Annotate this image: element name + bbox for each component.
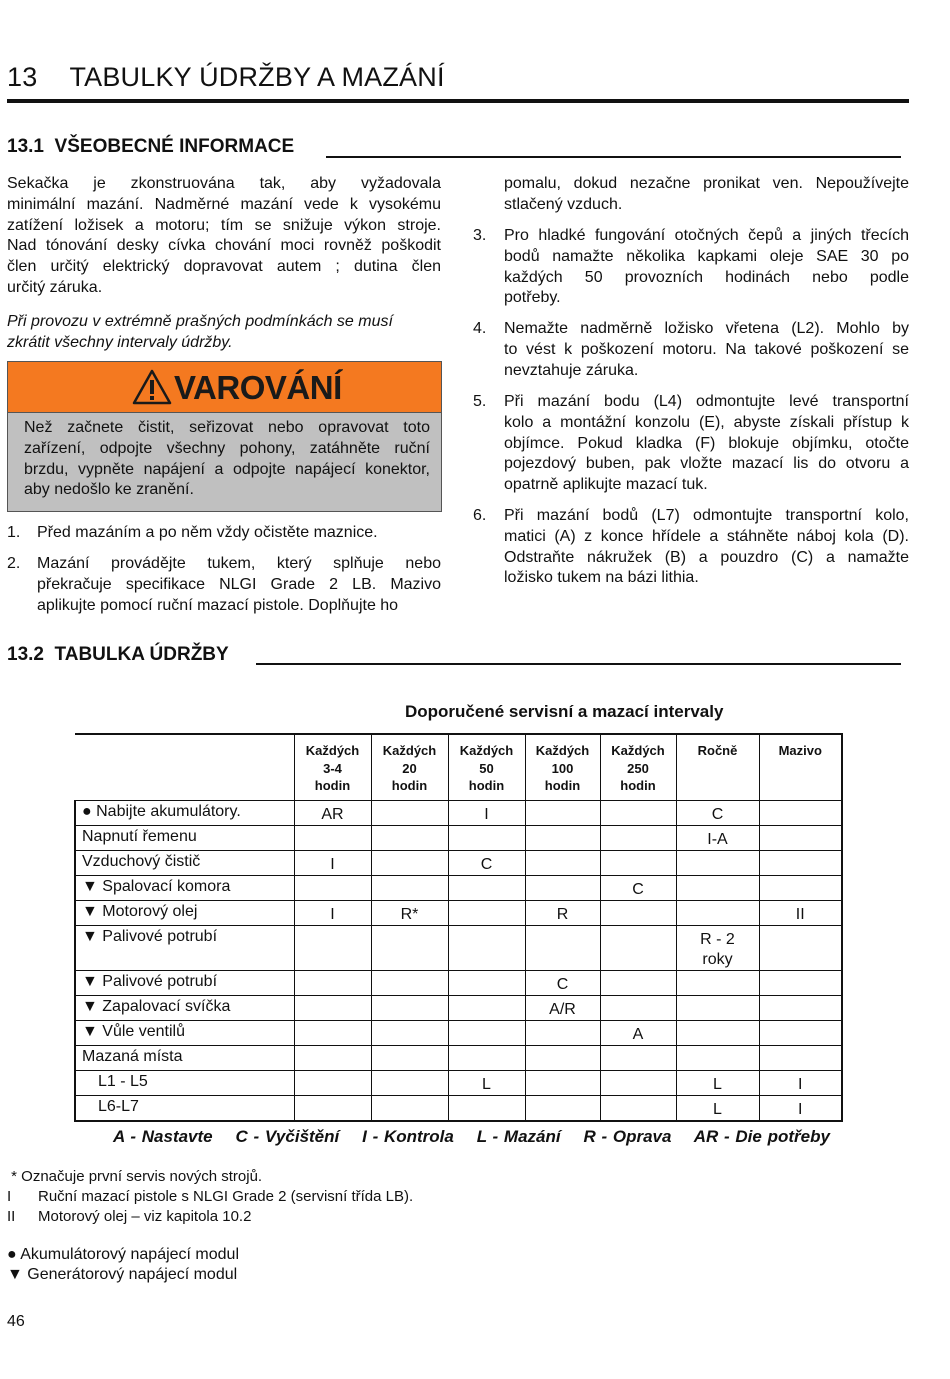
- cell-value: R*: [400, 906, 419, 923]
- table-cell: [371, 876, 448, 901]
- warning-line: zařízení, odpojte všechny pohony, zatáhněte ruční: [24, 439, 430, 457]
- step-line: bodů namažte několika kapkami oleje SAE 30 po: [504, 247, 909, 265]
- table-cell: [676, 801, 759, 826]
- table-cell: [294, 1071, 371, 1096]
- cell-value: I-A: [707, 831, 728, 848]
- table-cell: [759, 996, 842, 1021]
- column-header-line: 50: [479, 760, 494, 776]
- step-text: [504, 174, 909, 216]
- table-cell: [676, 971, 759, 996]
- table-cell: [600, 971, 676, 996]
- intro-line: minimální mazání. Nadměrné mazání vede k vysokému: [7, 195, 441, 213]
- cell-value: I: [484, 806, 489, 823]
- cell-value: L: [482, 1076, 491, 1093]
- table-cell: [371, 1021, 448, 1046]
- column-header: [525, 734, 600, 801]
- cell-value: L: [713, 1076, 722, 1093]
- row-label: ▼ Palivové potrubí: [75, 926, 294, 971]
- table-cell: [448, 1046, 525, 1071]
- step-text: [504, 226, 909, 309]
- table-cell: [600, 876, 676, 901]
- step-number: 6.: [473, 507, 487, 524]
- table-cell: [759, 1046, 842, 1071]
- table-cell: [525, 826, 600, 851]
- dust-note-line: Při provozu v extrémně prašných podmínkách se musí: [7, 313, 393, 330]
- cell-value: C: [711, 806, 724, 823]
- table-cell: [371, 851, 448, 876]
- table-cell: [759, 826, 842, 851]
- column-header: [600, 734, 676, 801]
- cell-value: A/R: [549, 1001, 576, 1018]
- step-line: Před mazáním a po něm vždy očistěte maznice.: [37, 524, 378, 541]
- warning-line: Než začnete čistit, seřizovat nebo opravovat toto: [24, 419, 430, 436]
- step-line: nevztahuje záruka.: [504, 361, 639, 379]
- cell-value: roky: [702, 951, 733, 968]
- table-cell: [525, 1021, 600, 1046]
- row-label: L6-L7: [75, 1096, 294, 1122]
- footnote-mark: II: [7, 1208, 16, 1225]
- step-text: [504, 319, 909, 381]
- table-cell: [676, 1021, 759, 1046]
- step-line: Pro hladké fungování otočných čepů a jiných třecích: [504, 227, 909, 244]
- table-cell: [294, 1096, 371, 1122]
- table-cell: [371, 801, 448, 826]
- column-header-line: hodin: [544, 778, 581, 793]
- table-cell: [448, 971, 525, 996]
- table-cell: [600, 801, 676, 826]
- table-cell: [676, 1046, 759, 1071]
- table-cell: [759, 971, 842, 996]
- table-cell: [600, 996, 676, 1021]
- step-line: Při mazání bodů (L7) odmontujte transportní kolo,: [504, 507, 909, 524]
- cell-value: R: [556, 906, 569, 923]
- column-header: [294, 734, 371, 801]
- table-cell: [525, 1046, 600, 1071]
- intro-line: Nad tónování desky cívka chování moci rovněž poškodit: [7, 237, 441, 255]
- cell-value: I: [330, 906, 335, 923]
- chapter-title-text: TABULKY ÚDRŽBY A MAZÁNÍ: [69, 62, 445, 92]
- table-cell: [448, 926, 525, 971]
- table-cell: [676, 926, 759, 971]
- section-title-13-2: [7, 644, 229, 666]
- row-label: ▼ Zapalovací svíčka: [75, 996, 294, 1021]
- table-cell: [294, 851, 371, 876]
- chapter-rule: [7, 99, 909, 103]
- column-header-line: Každých: [382, 743, 437, 758]
- row-label: Napnutí řemenu: [75, 826, 294, 851]
- section-number: 13.1: [7, 136, 44, 157]
- table-cell: [676, 826, 759, 851]
- cell-value: AR: [321, 806, 344, 823]
- table-cell: [759, 801, 842, 826]
- table-header-row: [75, 734, 842, 801]
- table-cell: [448, 851, 525, 876]
- table-row: [75, 901, 842, 926]
- column-header-line: Každých: [305, 743, 360, 758]
- table-cell: [600, 901, 676, 926]
- footnote-text: Motorový olej – viz kapitola 10.2: [38, 1208, 252, 1225]
- step-number: 4.: [473, 320, 487, 337]
- step-line: Odstraňte nákružek (B) a pouzdro (C) a namažte: [504, 548, 909, 566]
- step-line: objímce. Pokud kladka (F) blokuje objímku, otočte: [504, 434, 909, 452]
- warning-box: [7, 361, 442, 512]
- step-number: 2.: [7, 555, 21, 572]
- column-header: [759, 734, 842, 801]
- step-line: matici (A) z konce hřídele a stáhněte náboj kola (D).: [504, 527, 909, 545]
- table-cell: [600, 926, 676, 971]
- column-header-line: 250: [627, 760, 649, 776]
- column-header-line: 20: [402, 760, 417, 776]
- table-cell: [448, 1096, 525, 1122]
- table-cell: [294, 1021, 371, 1046]
- warning-line: aby nedošlo ke zranění.: [24, 481, 194, 499]
- cell-value: II: [795, 906, 805, 923]
- step-line: překračuje specifikace NLGI Grade 2 LB. Mazivo: [37, 575, 441, 593]
- row-label: ▼ Motorový olej: [75, 901, 294, 926]
- column-header-line: Ročně: [697, 743, 738, 758]
- table-cell: [448, 1071, 525, 1096]
- section-title-text: VŠEOBECNÉ INFORMACE: [54, 136, 295, 157]
- table-row: [75, 1096, 842, 1122]
- table-legend: A - Nastavte C - Vyčištění I - Kontrola L - Mazání R - Oprava AR - Die potřeby: [113, 1127, 830, 1146]
- table-cell: [676, 901, 759, 926]
- cell-value: C: [632, 881, 644, 898]
- column-header-line: hodin: [620, 778, 656, 793]
- step-text: [504, 392, 909, 496]
- dust-note-line: zkrátit všechny intervaly údržby.: [7, 333, 233, 351]
- warning-text: [24, 418, 430, 501]
- table-row: [75, 801, 842, 826]
- table-cell: [294, 996, 371, 1021]
- cell-value: I: [798, 1101, 803, 1118]
- column-header-line: hodin: [314, 778, 351, 793]
- column-header-line: Mazivo: [778, 743, 822, 758]
- section-number: 13.2: [7, 644, 44, 665]
- table-cell: [676, 1096, 759, 1122]
- table-cell: [759, 1021, 842, 1046]
- step-line: ložisko tukem na bázi lithia.: [504, 569, 699, 587]
- cell-value: C: [556, 976, 569, 993]
- step-line: každých 50 provozních hodinách nebo podle: [504, 268, 909, 286]
- section-underline: [326, 156, 901, 158]
- table-cell: [294, 971, 371, 996]
- intro-paragraph: [7, 174, 441, 299]
- table-cell: [525, 876, 600, 901]
- warning-header: [8, 362, 441, 413]
- warning-line: brzdu, vypněte napájení a odpojte napájecí konektor,: [24, 460, 430, 478]
- table-cell: [676, 851, 759, 876]
- symbol-legend-item: ● Akumulátorový napájecí modul: [7, 1246, 240, 1263]
- table-row: [75, 1071, 842, 1096]
- step-line: pomalu, dokud nezačne pronikat ven. Nepoužívejte: [504, 175, 909, 192]
- warning-title: VAROVÁNÍ: [174, 369, 342, 406]
- step-number: 1.: [7, 524, 21, 541]
- footnote-mark: I: [7, 1188, 12, 1205]
- table-cell: [525, 901, 600, 926]
- table-cell: [525, 996, 600, 1021]
- row-label: ▼ Vůle ventilů: [75, 1021, 294, 1046]
- table-cell: [371, 901, 448, 926]
- intro-line: Sekačka je zkonstruována tak, aby vyžadovala: [7, 175, 441, 192]
- footnote-text: Ruční mazací pistole s NLGI Grade 2 (servisní třída LB).: [38, 1188, 414, 1205]
- step-line: Při mazání bodu (L4) odmontujte levé transportní: [504, 393, 909, 410]
- table-cell: [525, 851, 600, 876]
- footnote-text: * Označuje první servis nových strojů.: [7, 1168, 263, 1185]
- column-header-line: Každých: [459, 743, 514, 758]
- section-title-text: TABULKA ÚDRŽBY: [54, 644, 229, 665]
- table-cell: [294, 926, 371, 971]
- table-cell: [600, 1071, 676, 1096]
- cell-value: I: [330, 856, 335, 873]
- column-header-line: Každých: [611, 743, 665, 758]
- table-cell: [759, 876, 842, 901]
- table-cell: [600, 1021, 676, 1046]
- row-label: ▼ Palivové potrubí: [75, 971, 294, 996]
- table-cell: [759, 901, 842, 926]
- intro-line: člen určitý elektrický dopravovat autem ; dutina člen: [7, 258, 441, 276]
- column-header-line: 100: [551, 760, 574, 776]
- table-cell: [448, 876, 525, 901]
- step-number: 5.: [473, 393, 487, 410]
- table-cell: [676, 1071, 759, 1096]
- section-underline: [256, 663, 901, 665]
- table-row: [75, 996, 842, 1021]
- table-cell: [525, 926, 600, 971]
- step-line: pojezdový buben, pak vložte mazací lis do otvoru a: [504, 455, 909, 473]
- table-row: [75, 1021, 842, 1046]
- table-cell: [371, 1046, 448, 1071]
- step-text: [504, 506, 909, 589]
- column-header-line: Každých: [535, 743, 590, 758]
- cell-value: R - 2: [700, 931, 735, 948]
- step-line: potřeby.: [504, 289, 561, 307]
- step-line: kolo a montážní konzolu (E), abyste získali přístup k: [504, 413, 909, 431]
- dust-note: [7, 312, 441, 354]
- table-row: [75, 971, 842, 996]
- warning-triangle-icon: [132, 369, 172, 405]
- table-cell: [448, 1021, 525, 1046]
- maintenance-table: [74, 733, 843, 1122]
- table-cell: [294, 826, 371, 851]
- table-row: [75, 876, 842, 901]
- column-header-line: 3-4: [323, 760, 342, 776]
- table-cell: [759, 851, 842, 876]
- column-header-line: hodin: [391, 778, 428, 793]
- step-text: [37, 554, 441, 616]
- table-cell: [448, 801, 525, 826]
- page-number: 46: [7, 1313, 25, 1330]
- intro-line: určitý záruka.: [7, 278, 103, 296]
- table-cell: [600, 1096, 676, 1122]
- table-cell: [294, 1046, 371, 1071]
- step-number: 3.: [473, 227, 487, 244]
- row-label: Mazaná místa: [75, 1046, 294, 1071]
- table-cell: [600, 1046, 676, 1071]
- column-header: [676, 734, 759, 801]
- table-cell: [676, 876, 759, 901]
- table-cell: [676, 996, 759, 1021]
- row-label: ▼ Spalovací komora: [75, 876, 294, 901]
- table-cell: [371, 971, 448, 996]
- step-line: to vést k poškození motoru. Na takové poškození se: [504, 340, 909, 358]
- table-cell: [294, 901, 371, 926]
- symbol-legend-item: ▼ Generátorový napájecí modul: [7, 1266, 238, 1283]
- step-text: [37, 523, 441, 544]
- intro-line: zatížení ložisek a motoru; tím se snižuje výkon stroje.: [7, 216, 441, 234]
- row-label: L1 - L5: [75, 1071, 294, 1096]
- chapter-number: 13: [7, 62, 38, 92]
- table-row: [75, 926, 842, 971]
- table-cell: [525, 971, 600, 996]
- table-corner: [75, 734, 294, 801]
- cell-value: L: [713, 1101, 722, 1118]
- table-cell: [371, 996, 448, 1021]
- table-cell: [525, 801, 600, 826]
- cell-value: I: [798, 1076, 803, 1093]
- table-row: [75, 1046, 842, 1071]
- table-cell: [525, 1071, 600, 1096]
- table-cell: [294, 801, 371, 826]
- table-cell: [448, 996, 525, 1021]
- table-cell: [759, 1096, 842, 1122]
- step-line: aplikujte pomocí ruční mazací pistole. Doplňujte ho: [37, 596, 399, 614]
- section-title-13-1: [7, 136, 294, 158]
- table-cell: [525, 1096, 600, 1122]
- table-row: [75, 826, 842, 851]
- table-cell: [371, 826, 448, 851]
- row-label: ● Nabijte akumulátory.: [75, 801, 294, 826]
- column-header-line: hodin: [468, 778, 505, 793]
- cell-value: C: [480, 856, 493, 873]
- column-header: [371, 734, 448, 801]
- step-line: Mazání provádějte tukem, který splňuje nebo: [37, 555, 441, 572]
- step-line: stlačený vzduch.: [504, 195, 623, 213]
- chapter-title: [7, 62, 445, 93]
- table-cell: [600, 851, 676, 876]
- cell-value: A: [632, 1026, 644, 1043]
- table-cell: [294, 876, 371, 901]
- table-cell: [371, 1096, 448, 1122]
- table-cell: [371, 1071, 448, 1096]
- table-cell: [448, 901, 525, 926]
- step-line: opatrně aplikujte mazací tuk.: [504, 476, 708, 494]
- table-row: [75, 851, 842, 876]
- table-cell: [600, 826, 676, 851]
- table-cell: [371, 926, 448, 971]
- table-cell: [759, 926, 842, 971]
- column-header: [448, 734, 525, 801]
- table-cell: [759, 1071, 842, 1096]
- row-label: Vzduchový čistič: [75, 851, 294, 876]
- table-cell: [448, 826, 525, 851]
- step-line: Nemažte nadměrně ložisko vřetena (L2). Mohlo by: [504, 320, 909, 337]
- table-caption: Doporučené servisní a mazací intervaly: [405, 702, 724, 721]
